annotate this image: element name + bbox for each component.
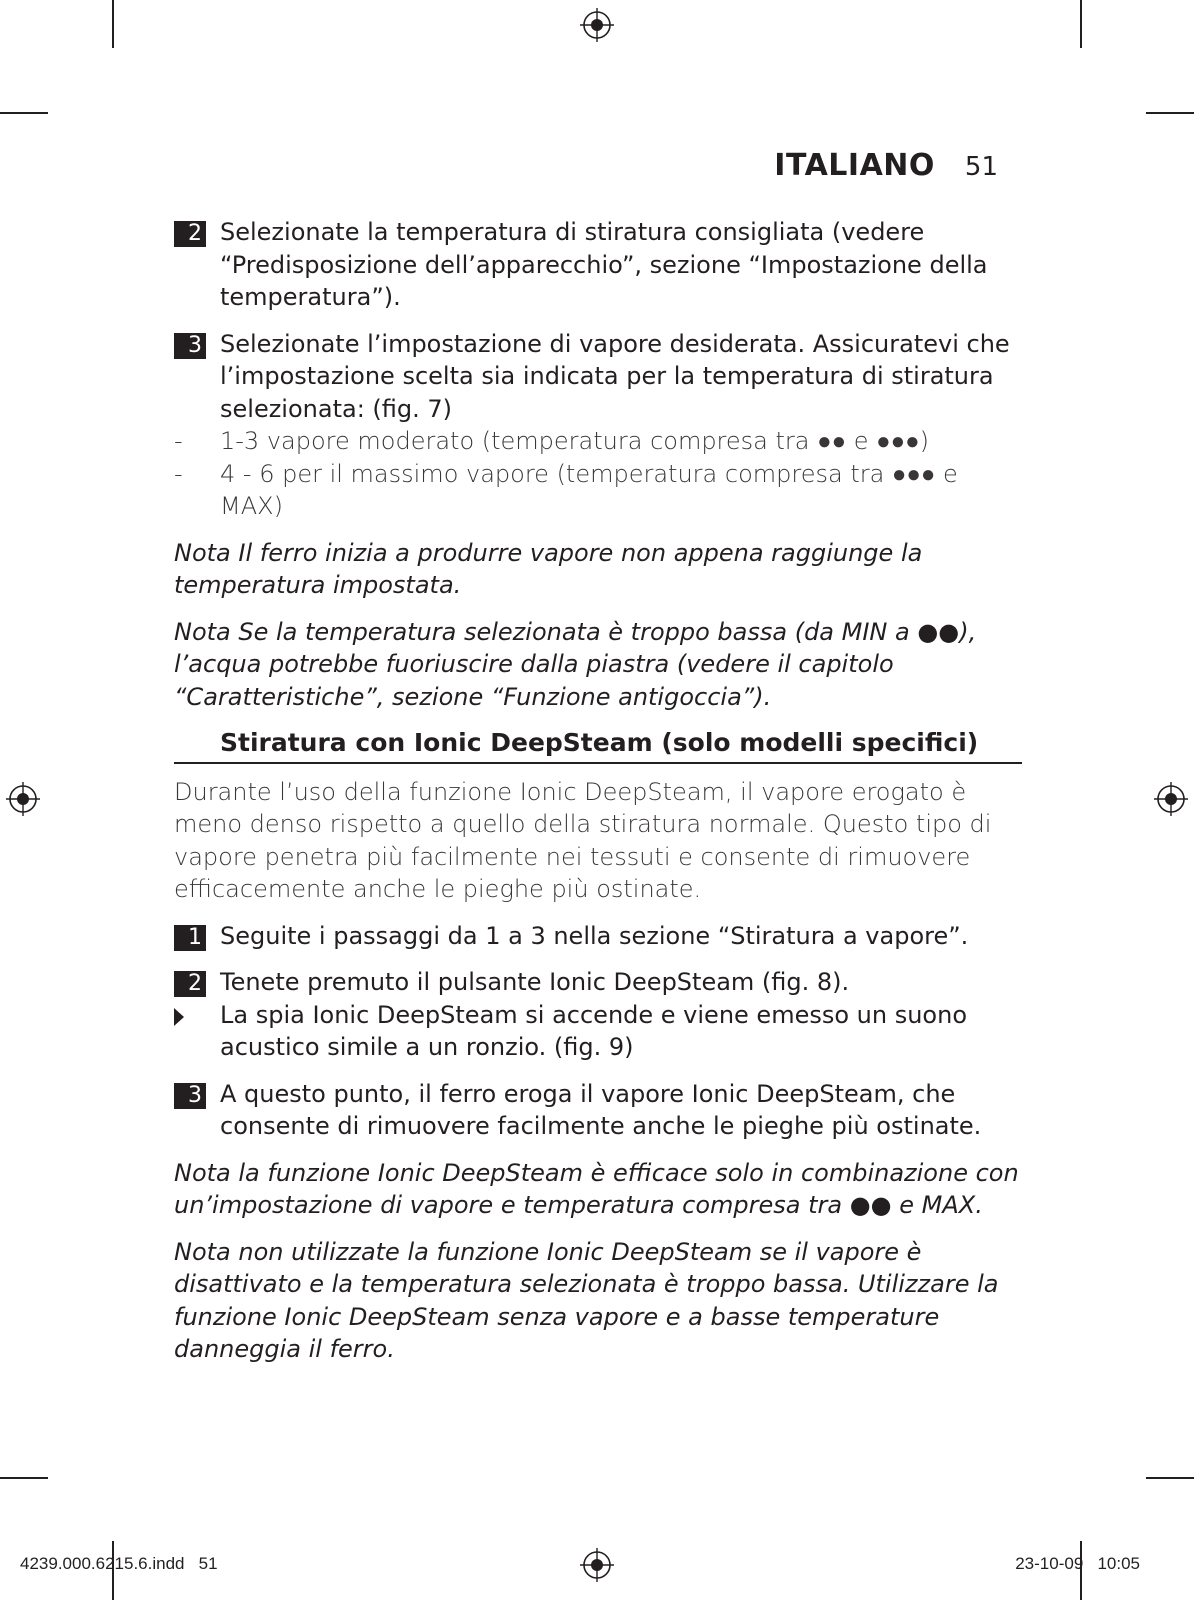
crop-mark-bottom-right-horizontal <box>1146 1477 1194 1479</box>
result-item <box>174 999 1022 1064</box>
step-number: 3 <box>174 333 206 359</box>
registration-mark-bottom-icon <box>580 1548 614 1582</box>
crop-mark-top-right-vertical <box>1080 0 1082 48</box>
note-paragraph: Nota la funzione Ionic DeepSteam è efficace solo in combinazione con un’impostazione di vapore e temperatura compresa tra ●● e MAX. <box>174 1158 1019 1219</box>
step-text: Tenete premuto il pulsante Ionic DeepSteam (fig. 8). <box>220 968 850 996</box>
note-paragraph: Nota Se la temperatura selezionata è troppo bassa (da MIN a ●●), l’acqua potrebbe fuoriuscire dalla piastra (vedere il capitolo “Caratteristiche”, sezione “Funzione antigoccia”). <box>174 617 977 711</box>
footer-date: 23-10-09 <box>1015 1554 1084 1573</box>
step-text: Selezionate l’impostazione di vapore desiderata. Assicuratevi che l’impostazione scelta sia indicata per la temperatura di stiratura selezionata: (fig. 7) <box>220 329 1010 423</box>
intro-paragraph: Durante l’uso della funzione Ionic DeepSteam, il vapore erogato è meno denso rispetto a quello della stiratura normale. Questo tipo di vapore penetra più facilmente nei tessuti e consente di rimuovere efficacemente anche le pieghe più ostinate. <box>174 777 992 903</box>
bullet-item <box>174 458 1022 523</box>
registration-mark-right-icon <box>1154 782 1188 816</box>
step-item <box>174 216 1022 314</box>
bullet-dash: - <box>174 459 183 488</box>
footer-time: 10:05 <box>1097 1554 1140 1573</box>
crop-mark-bottom-left-horizontal <box>0 1477 48 1479</box>
result-arrow-icon <box>174 1008 184 1026</box>
step-item <box>174 920 1022 953</box>
language-title: ITALIANO <box>774 148 935 183</box>
page-header <box>774 148 998 183</box>
step-item <box>174 1078 1022 1143</box>
crop-mark-top-left-horizontal <box>0 112 48 114</box>
step-number: 1 <box>174 925 206 951</box>
registration-mark-left-icon <box>6 782 40 816</box>
step-item <box>174 328 1022 426</box>
step-number: 3 <box>174 1083 206 1109</box>
step-number: 2 <box>174 221 206 247</box>
footer-timestamp <box>1015 1554 1140 1574</box>
registration-mark-top-icon <box>580 8 614 42</box>
section-heading: Stiratura con Ionic DeepSteam (solo modelli specifici) <box>174 727 1022 764</box>
crop-mark-top-right-horizontal <box>1146 112 1194 114</box>
bullet-item <box>174 425 1022 458</box>
step-text: Selezionate la temperatura di stiratura consigliata (vedere “Predisposizione dell’apparecchio”, sezione “Impostazione della temperatura”). <box>220 218 988 311</box>
step-item <box>174 966 1022 999</box>
bullet-dash: - <box>174 427 183 455</box>
crop-mark-top-left-vertical <box>112 0 114 48</box>
note-paragraph: Nota Il ferro inizia a produrre vapore non appena raggiunge la temperatura impostata. <box>174 538 923 599</box>
bullet-text: 1-3 vapore moderato (temperatura compresa tra ●● e ●●●) <box>220 427 929 455</box>
footer-file-slug: 4239.000.6215.6.indd 51 <box>20 1554 218 1573</box>
page-number: 51 <box>964 152 998 182</box>
note-paragraph: Nota non utilizzate la funzione Ionic DeepSteam se il vapore è disattivato e la temperatura selezionata è troppo bassa. Utilizzare la funzione Ionic DeepSteam senza vapore e a basse temperature danneggia il ferro. <box>174 1237 999 1363</box>
step-text: A questo punto, il ferro eroga il vapore Ionic DeepSteam, che consente di rimuovere facilmente anche le pieghe più ostinate. <box>220 1079 982 1140</box>
step-number: 2 <box>174 971 206 997</box>
page-content <box>174 216 1022 1380</box>
result-text: La spia Ionic DeepSteam si accende e viene emesso un suono acustico simile a un ronzio. (fig. 9) <box>220 1000 967 1061</box>
bullet-text: 4 - 6 per il massimo vapore (temperatura compresa tra ●●● e MAX) <box>220 459 958 520</box>
step-text: Seguite i passaggi da 1 a 3 nella sezione “Stiratura a vapore”. <box>220 921 969 950</box>
